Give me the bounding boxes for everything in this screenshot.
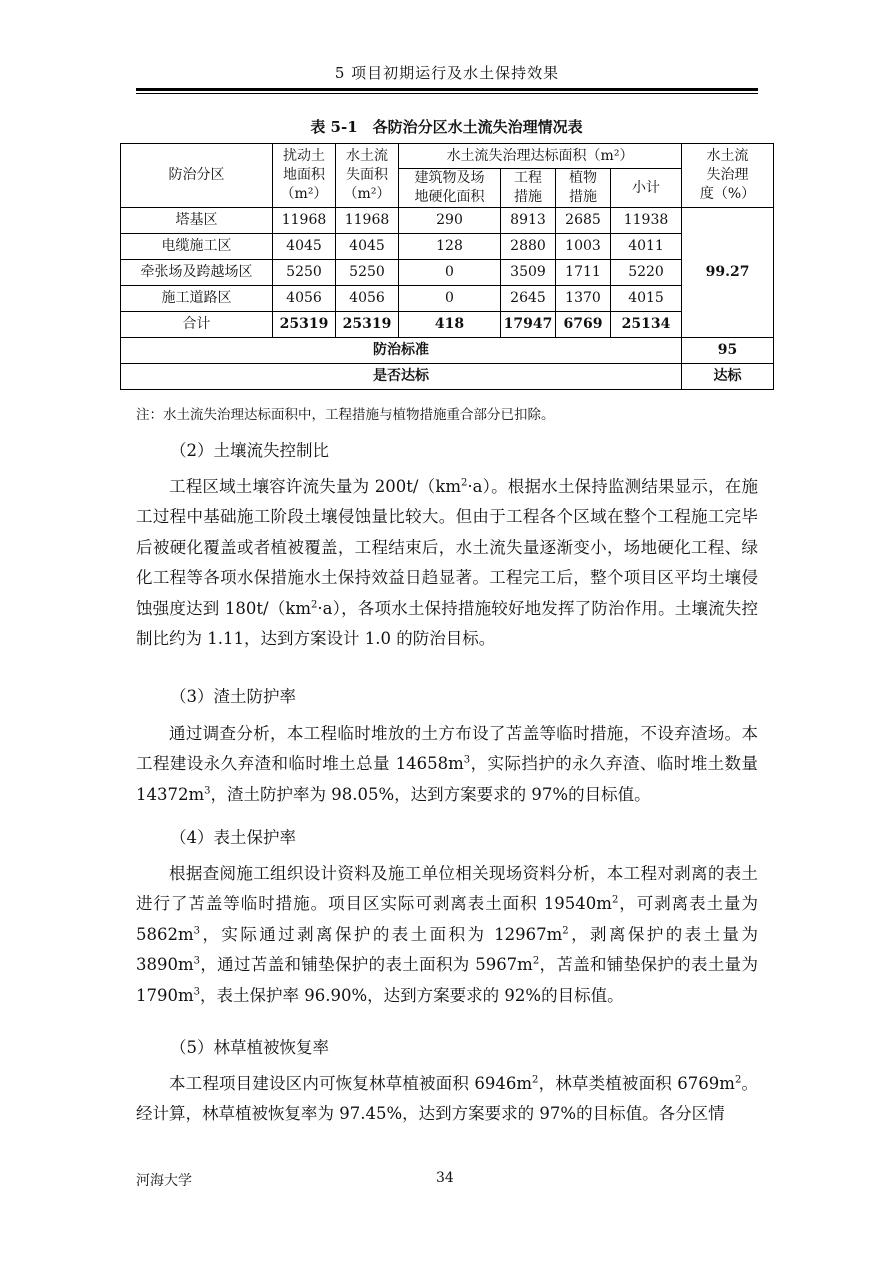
treatment-table [120, 143, 774, 390]
standard-row [121, 338, 774, 364]
row-engineering: 8913 [501, 208, 556, 234]
header-plant: 植物 措施 [556, 169, 611, 208]
table-note: 注：水土流失治理达标面积中，工程措施与植物措施重合部分已扣除。 [136, 407, 555, 423]
row-building: 0 [399, 286, 501, 312]
header-degree: 水土流 失治理 度（%） [682, 144, 774, 208]
header-zone: 防治分区 [121, 144, 273, 208]
table-row [121, 208, 774, 234]
section-title-vegetation-recovery: （5）林草植被恢复率 [170, 1038, 329, 1057]
total-building: 418 [399, 312, 501, 338]
row-zone: 电缆施工区 [121, 234, 273, 260]
row-plant: 2685 [556, 208, 611, 234]
row-disturbed: 4056 [273, 286, 336, 312]
paragraph-vegetation-recovery: 本工程项目建设区内可恢复林草植被面积 $6946m^2$，林草类植被面积 $6769m^2$。经计算，林草植被恢复率为 97.45%，达到方案要求的 97%的目标值。各分区情 [136, 1073, 758, 1123]
header-rule-thin [136, 93, 758, 94]
table-row [121, 234, 774, 260]
row-engineering: 2880 [501, 234, 556, 260]
row-building: 128 [399, 234, 501, 260]
row-plant: 1711 [556, 260, 611, 286]
total-loss: 25319 [336, 312, 399, 338]
degree-value: 99.27 [682, 208, 774, 338]
header-engineering: 工程 措施 [501, 169, 556, 208]
section-title-topsoil-protection: （4）表土保护率 [170, 828, 296, 847]
paragraph-topsoil-protection: 根据查阅施工组织设计资料及施工单位相关现场资料分析，本工程对剥离的表土进行了苫盖等临时措施。项目区实际可剥离表土面积 $19540m^2$，可剥离表土量为 $5862m^3$，实际通过剥离保护的表土面积为 $12967m^2$，剥离保护的表土量为 $3890m^3$，通过苫盖和铺垫保护的表土面积为 $5967m^2$，苫盖和铺垫保护的表土量为 $1790m^3$，表土保护率 96.90%，达到方案要求的 92%的目标值。 [136, 863, 759, 1005]
header-disturbed: 扰动土 地面积 （m²） [273, 144, 336, 208]
row-disturbed: 5250 [273, 260, 336, 286]
row-loss: 4056 [336, 286, 399, 312]
total-label: 合计 [121, 312, 273, 338]
row-engineering: 2645 [501, 286, 556, 312]
total-engineering: 17947 [501, 312, 556, 338]
compliance-label: 是否达标 [121, 364, 682, 390]
row-engineering: 3509 [501, 260, 556, 286]
header-treated-group: 水土流失治理达标面积（m²） [399, 144, 682, 169]
compliance-value: 达标 [682, 364, 774, 390]
row-loss: 5250 [336, 260, 399, 286]
header-building: 建筑物及场 地硬化面积 [399, 169, 501, 208]
table-total-row [121, 312, 774, 338]
row-loss: 4045 [336, 234, 399, 260]
row-disturbed: 11968 [273, 208, 336, 234]
header-subtotal: 小计 [611, 169, 682, 208]
row-building: 0 [399, 260, 501, 286]
table-row [121, 286, 774, 312]
running-header: 5 项目初期运行及水土保持效果 [334, 64, 560, 82]
row-subtotal: 4015 [611, 286, 682, 312]
table-row [121, 260, 774, 286]
table-caption: 表 5-1 各防治分区水土流失治理情况表 [310, 118, 583, 136]
header-loss: 水土流 失面积 （m²） [336, 144, 399, 208]
total-disturbed: 25319 [273, 312, 336, 338]
total-plant: 6769 [556, 312, 611, 338]
compliance-row [121, 364, 774, 390]
standard-value: 95 [682, 338, 774, 364]
footer-institution: 河海大学 [136, 1173, 192, 1189]
row-building: 290 [399, 208, 501, 234]
row-zone: 牵张场及跨越场区 [121, 260, 273, 286]
row-subtotal: 4011 [611, 234, 682, 260]
section-title-soil-loss-ratio: （2）土壤流失控制比 [170, 441, 329, 460]
row-subtotal: 11938 [611, 208, 682, 234]
row-zone: 施工道路区 [121, 286, 273, 312]
paragraph-soil-loss-ratio: 工程区域土壤容许流失量为 $200t/(km^2\cdot a)$。根据水土保持监测结果显示，在施工过程中基础施工阶段土壤侵蚀量比较大。但由于工程各个区域在整个工程施工完毕后被硬化覆盖或者植被覆盖，工程结束后，水土流失量逐渐变小，场地硬化工程、绿化工程等各项水保措施水土保持效益日趋显著。工程完工后，整个项目区平均土壤侵蚀强度达到 $180t/(km^2\cdot a)$，各项水土保持措施较好地发挥了防治作用。土壤流失控制比约为 1.11，达到方案设计 1.0 的防治目标。 [136, 476, 758, 648]
total-subtotal: 25134 [611, 312, 682, 338]
row-subtotal: 5220 [611, 260, 682, 286]
row-zone: 塔基区 [121, 208, 273, 234]
row-loss: 11968 [336, 208, 399, 234]
paragraph-spoil-protection: 通过调查分析，本工程临时堆放的土方布设了苫盖等临时措施，不设弃渣场。本工程建设永久弃渣和临时堆土总量 $14658m^3$，实际挡护的永久弃渣、临时堆土数量 $14372m^3$，渣土防护率为 98.05%，达到方案要求的 97%的目标值。 [136, 723, 758, 804]
page-number: 34 [436, 1170, 454, 1186]
row-plant: 1370 [556, 286, 611, 312]
header-rule-thick [136, 88, 758, 91]
row-plant: 1003 [556, 234, 611, 260]
section-title-spoil-protection: （3）渣土防护率 [170, 687, 296, 706]
row-disturbed: 4045 [273, 234, 336, 260]
standard-label: 防治标准 [121, 338, 682, 364]
